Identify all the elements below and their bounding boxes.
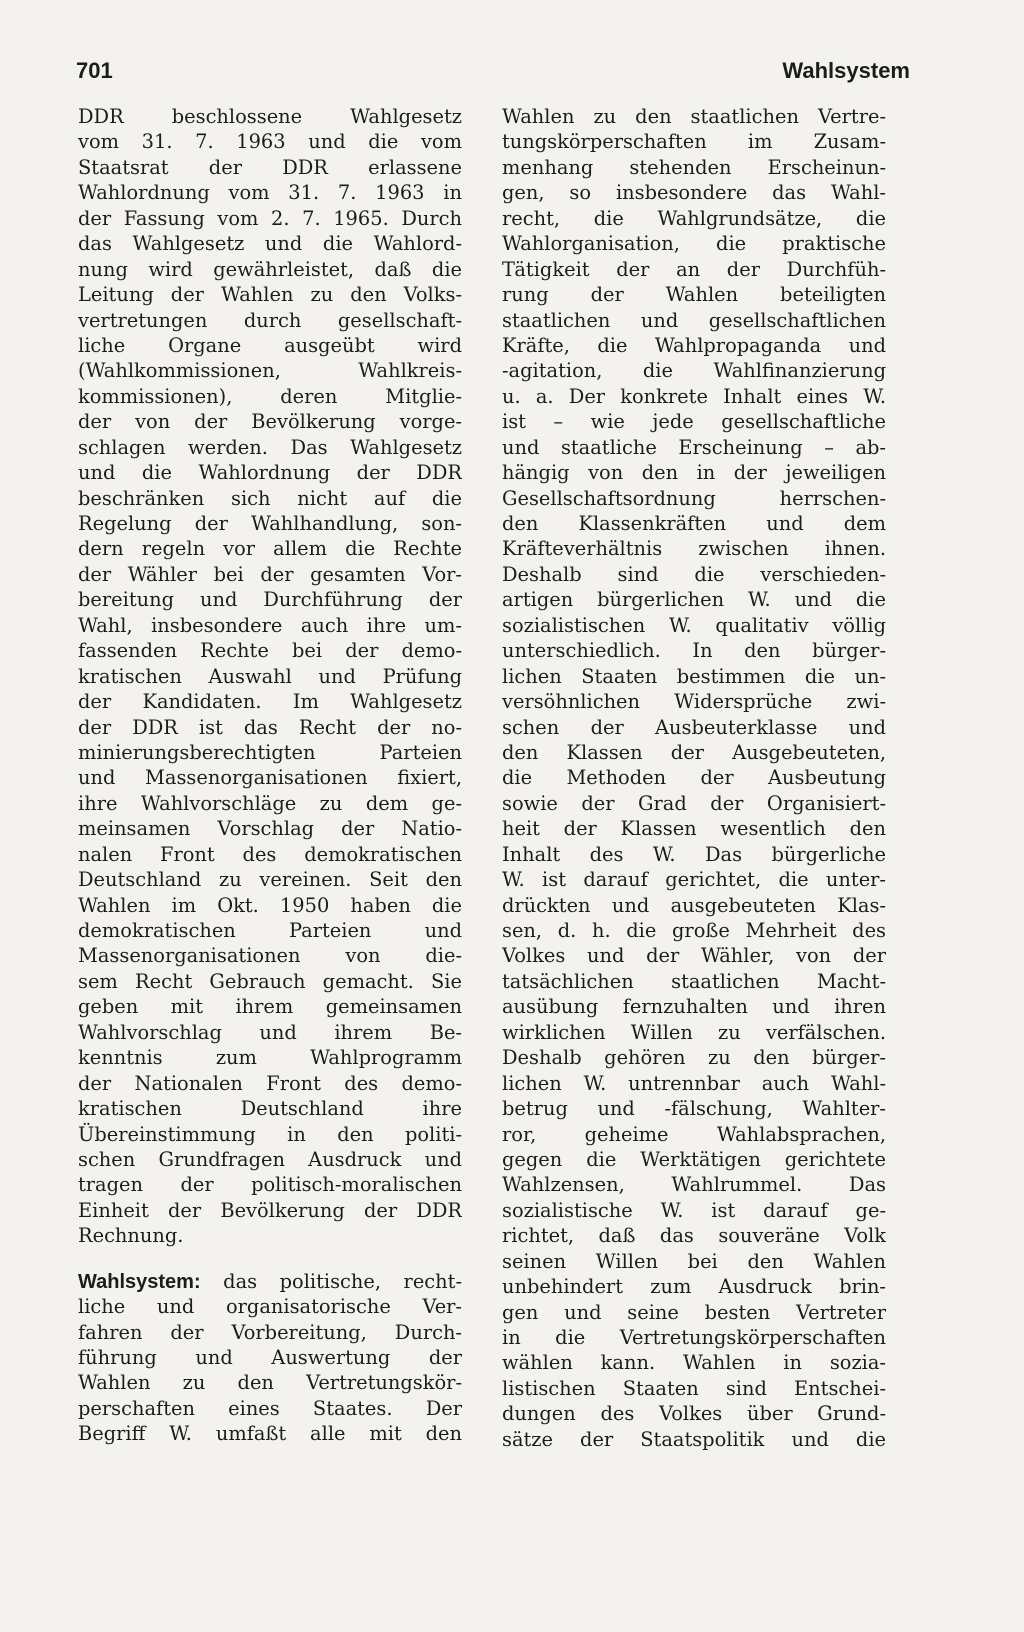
- text-line: Wahlen zu den Vertretungskör-: [78, 1371, 462, 1395]
- text-line: (Wahlkommissionen, Wahlkreis-: [78, 359, 462, 383]
- text-line: Massenorganisationen von die-: [78, 944, 462, 968]
- page-header: [76, 58, 910, 92]
- text-line: Staatsrat der DDR erlassene: [78, 155, 462, 179]
- text-line: seinen Willen bei den Wahlen: [502, 1249, 886, 1273]
- text-line: betrug und -fälschung, Wahlter-: [502, 1097, 886, 1121]
- text-line: Kräfte, die Wahlpropaganda und: [502, 333, 886, 357]
- text-line: die Methoden der Ausbeutung: [502, 766, 886, 790]
- text-line: W. ist darauf gerichtet, die unter-: [502, 868, 886, 892]
- text-line: dern regeln vor allem die Rechte: [78, 537, 462, 561]
- text-line: sozialistische W. ist darauf ge-: [502, 1198, 886, 1222]
- text-line: Wahlzensen, Wahlrummel. Das: [502, 1173, 886, 1197]
- text-line: kommissionen), deren Mitglie-: [78, 384, 462, 408]
- text-line: lichen Staaten bestimmen die un-: [502, 664, 886, 688]
- paragraph-entry-continued: [502, 104, 886, 1452]
- text-line: Deshalb sind die verschieden-: [502, 562, 886, 586]
- text-line: Wahlen zu den staatlichen Vertre-: [502, 105, 886, 128]
- text-line: -agitation, die Wahlfinanzierung: [502, 359, 886, 383]
- text-line: den Klassen der Ausgebeuteten,: [502, 740, 886, 764]
- text-line: Begriff W. umfaßt alle mit den: [78, 1422, 462, 1446]
- text-line: heit der Klassen wesentlich den: [502, 817, 886, 841]
- text-line: Leitung der Wahlen zu den Volks-: [78, 283, 462, 307]
- text-line: wirklichen Willen zu verfälschen.: [502, 1020, 886, 1044]
- text-line: Regelung der Wahlhandlung, son-: [78, 512, 462, 535]
- text-line: in die Vertretungskörperschaften: [502, 1326, 886, 1349]
- text-line: liche und organisatorische Ver-: [78, 1295, 462, 1319]
- text-line: das Wahlgesetz und die Wahlord-: [78, 232, 462, 256]
- text-line: Übereinstimmung in den politi-: [78, 1122, 462, 1146]
- text-line: menhang stehenden Erscheinun-: [502, 155, 886, 179]
- text-line: tungskörperschaften im Zusam-: [502, 130, 886, 154]
- text-line: gegen die Werktätigen gerichtete: [502, 1147, 886, 1171]
- text-line: staatlichen und gesellschaftlichen: [502, 308, 886, 332]
- text-line: schen Grundfragen Ausdruck und: [78, 1147, 462, 1171]
- text-line: gen, so insbesondere das Wahl-: [502, 181, 886, 205]
- text-line: demokratischen Parteien und: [78, 919, 462, 942]
- right-column: [502, 104, 886, 1452]
- left-column: [78, 104, 462, 1447]
- text-line: richtet, daß das souveräne Volk: [502, 1224, 886, 1248]
- text-line: sem Recht Gebrauch gemacht. Sie: [78, 969, 462, 993]
- text-line: minierungsberechtigten Parteien: [78, 740, 462, 764]
- text-line: den Klassenkräften und dem: [502, 512, 886, 535]
- dictionary-entry-wahlsystem: [78, 1269, 462, 1447]
- text-line: der DDR ist das Recht der no-: [78, 715, 462, 739]
- text-line: Gesellschaftsordnung herrschen-: [502, 486, 886, 510]
- text-line: nalen Front des demokratischen: [78, 842, 462, 866]
- text-line: Volkes und der Wähler, von der: [502, 944, 886, 968]
- text-line: liche Organe ausgeübt wird: [78, 333, 462, 357]
- text-line: gen und seine besten Vertreter: [502, 1300, 886, 1324]
- text-line: lichen W. untrennbar auch Wahl-: [502, 1071, 886, 1095]
- text-line: sowie der Grad der Organisiert-: [502, 791, 886, 815]
- text-line: vom 31. 7. 1963 und die vom: [78, 130, 462, 154]
- text-line: Rechnung.: [78, 1224, 184, 1248]
- text-line: versöhnlichen Widersprüche zwi-: [502, 690, 886, 714]
- text-line: kratischen Auswahl und Prüfung: [78, 664, 462, 688]
- text-line: der von der Bevölkerung vorge-: [78, 410, 462, 434]
- paragraph-continued: [78, 104, 462, 1249]
- text-line: Kräfteverhältnis zwischen ihnen.: [502, 537, 886, 561]
- text-line: Einheit der Bevölkerung der DDR: [78, 1198, 462, 1222]
- text-line: Wahlorganisation, die praktische: [502, 232, 886, 256]
- entry-term: Wahlsystem:: [78, 1270, 201, 1293]
- text-line: Deshalb gehören zu den bürger-: [502, 1046, 886, 1070]
- text-line: sen, d. h. die große Mehrheit des: [502, 919, 886, 942]
- text-line: vertretungen durch gesellschaft-: [78, 308, 462, 332]
- text-line: kenntnis zum Wahlprogramm: [78, 1046, 462, 1070]
- text-line: listischen Staaten sind Entschei-: [502, 1376, 886, 1400]
- text-line: bereitung und Durchführung der: [78, 588, 462, 612]
- text-line: ihre Wahlvorschläge zu dem ge-: [78, 791, 462, 815]
- text-line: fassenden Rechte bei der demo-: [78, 639, 462, 663]
- page-number: 701: [76, 58, 113, 83]
- text-line: führung und Auswertung der: [78, 1346, 462, 1369]
- text-line: sozialistischen W. qualitativ völlig: [502, 613, 886, 637]
- text-line: ist – wie jede gesellschaftliche: [502, 410, 886, 434]
- text-line: perschaften eines Staates. Der: [78, 1396, 462, 1420]
- running-head: Wahlsystem: [782, 58, 910, 83]
- text-line: unterschiedlich. In den bürger-: [502, 639, 886, 663]
- text-line: der Wähler bei der gesamten Vor-: [78, 562, 462, 586]
- text-line: ror, geheime Wahlabsprachen,: [502, 1122, 886, 1146]
- text-line: und staatliche Erscheinung – ab-: [502, 435, 886, 459]
- text-line: fahren der Vorbereitung, Durch-: [78, 1320, 462, 1344]
- text-line: drückten und ausgebeuteten Klas-: [502, 893, 886, 917]
- text-line: recht, die Wahlgrundsätze, die: [502, 206, 886, 230]
- text-line: der Kandidaten. Im Wahlgesetz: [78, 690, 462, 714]
- text-line: geben mit ihrem gemeinsamen: [78, 995, 462, 1019]
- text-line: DDR beschlossene Wahlgesetz: [78, 105, 462, 128]
- text-line: meinsamen Vorschlag der Natio-: [78, 817, 462, 841]
- text-line: u. a. Der konkrete Inhalt eines W.: [502, 384, 886, 408]
- text-line: der Nationalen Front des demo-: [78, 1071, 462, 1095]
- text-line: Inhalt des W. Das bürgerliche: [502, 842, 886, 866]
- text-line: Wahlordnung vom 31. 7. 1963 in: [78, 181, 462, 205]
- text-line: ausübung fernzuhalten und ihren: [502, 995, 886, 1019]
- text-line: kratischen Deutschland ihre: [78, 1097, 462, 1121]
- text-line: wählen kann. Wahlen in sozia-: [502, 1351, 886, 1375]
- text-line: der Fassung vom 2. 7. 1965. Durch: [78, 206, 462, 230]
- text-line: schlagen werden. Das Wahlgesetz: [78, 435, 462, 459]
- text-line: Wahl, insbesondere auch ihre um-: [78, 613, 462, 637]
- text-line: rung der Wahlen beteiligten: [502, 283, 886, 307]
- text-line: nung wird gewährleistet, daß die: [78, 257, 462, 281]
- text-line: unbehindert zum Ausdruck brin-: [502, 1275, 886, 1299]
- text-line: Wahlvorschlag und ihrem Be-: [78, 1020, 462, 1044]
- text-line: artigen bürgerlichen W. und die: [502, 588, 886, 612]
- text-line: Tätigkeit der an der Durchfüh-: [502, 257, 886, 281]
- text-line: und die Wahlordnung der DDR: [78, 461, 462, 485]
- text-line: tatsächlichen staatlichen Macht-: [502, 969, 886, 993]
- text-line: hängig von den in der jeweiligen: [502, 461, 886, 485]
- text-line: schen der Ausbeuterklasse und: [502, 715, 886, 739]
- text-line: Deutschland zu vereinen. Seit den: [78, 868, 462, 892]
- text-line: und Massenorganisationen fixiert,: [78, 766, 462, 790]
- entry-first-line-text: das politische, recht-: [200, 1269, 462, 1293]
- text-line: dungen des Volkes über Grund-: [502, 1402, 886, 1426]
- text-line: tragen der politisch-moralischen: [78, 1173, 462, 1197]
- text-line: beschränken sich nicht auf die: [78, 486, 462, 510]
- text-line: Wahlen im Okt. 1950 haben die: [78, 893, 462, 917]
- entry-first-line: [78, 1269, 462, 1294]
- text-line: sätze der Staatspolitik und die: [502, 1427, 886, 1451]
